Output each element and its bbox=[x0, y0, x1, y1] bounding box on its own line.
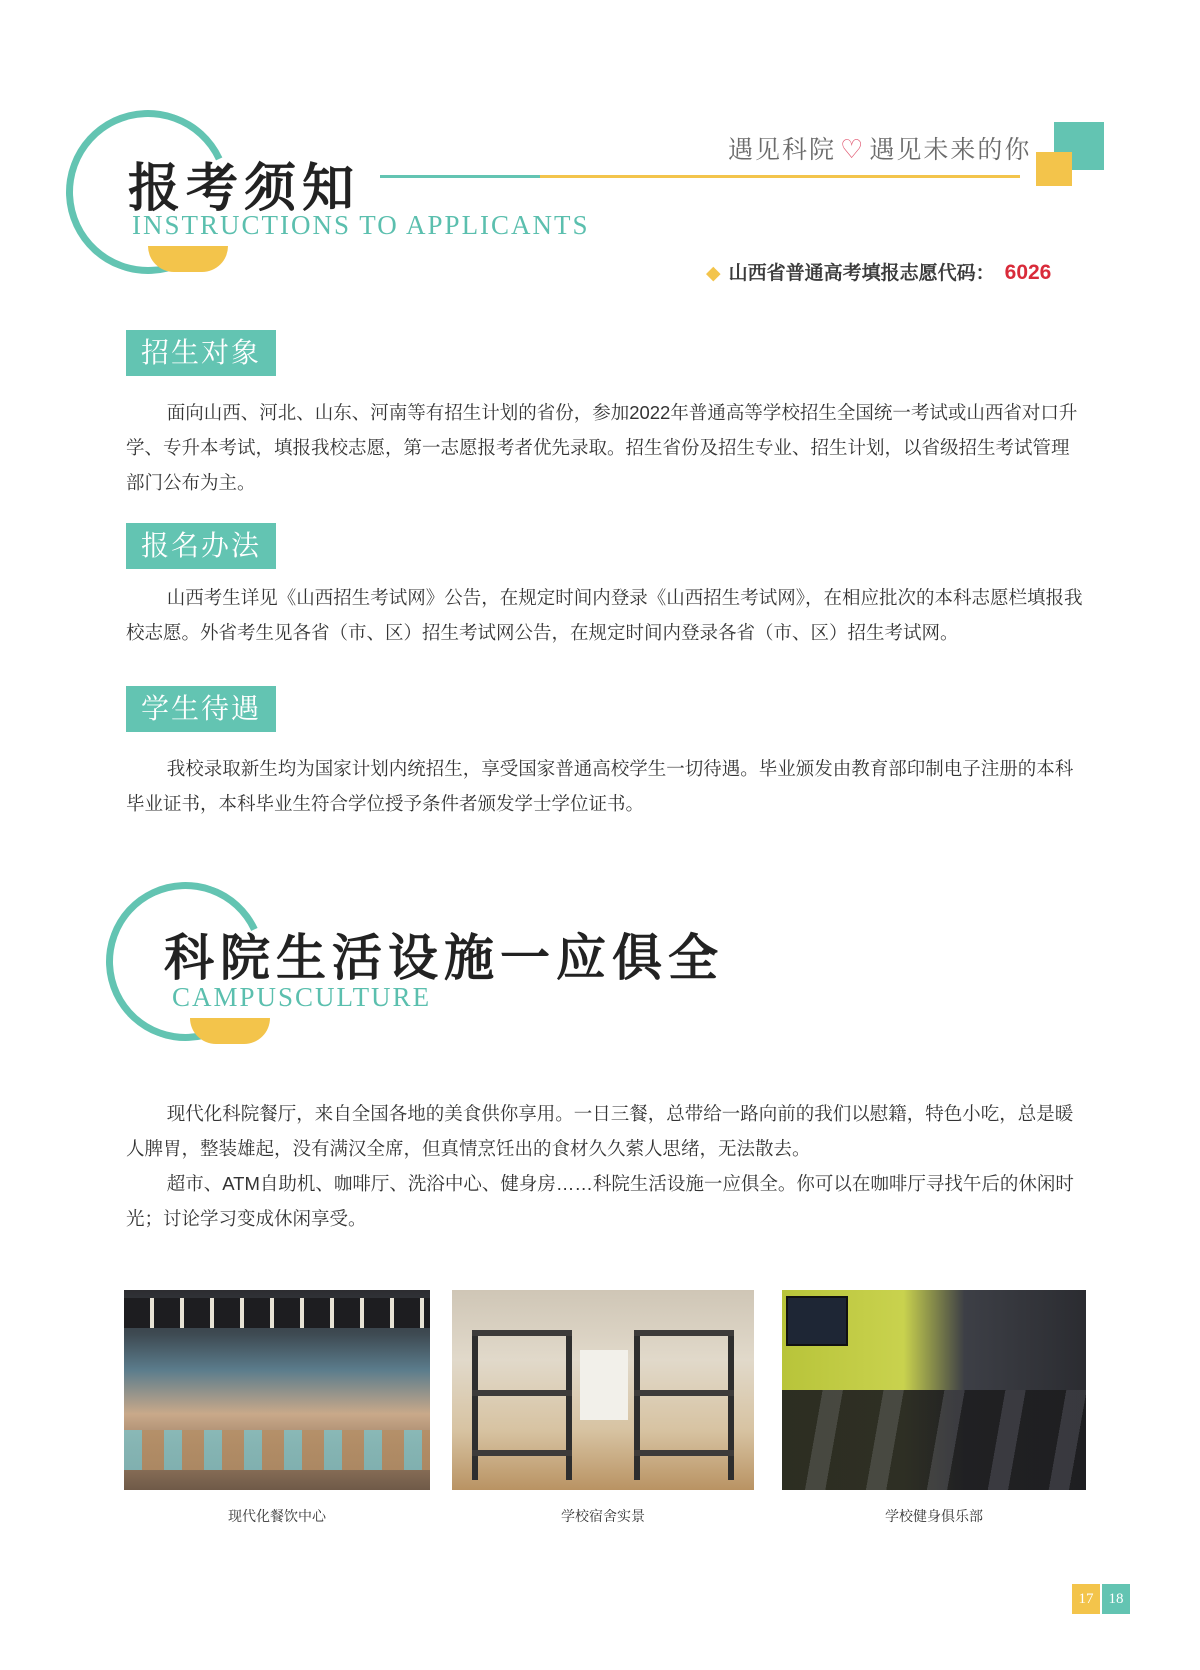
header-rule bbox=[380, 175, 1020, 178]
code-label: 山西省普通高考填报志愿代码： bbox=[728, 263, 995, 284]
corner-square-yellow bbox=[1036, 152, 1072, 186]
chairs bbox=[124, 1430, 430, 1470]
tv-screen bbox=[786, 1296, 848, 1346]
photo-dining-hall bbox=[124, 1290, 430, 1490]
caption-gym: 学校健身俱乐部 bbox=[885, 1508, 983, 1524]
tagline-right: 遇见未来的你 bbox=[869, 136, 1032, 164]
diamond-icon: ◆ bbox=[706, 263, 721, 284]
decorative-arc bbox=[148, 246, 228, 272]
tagline-left: 遇见科院 bbox=[728, 136, 837, 164]
campus-text-dining: 现代化科院餐厅，来自全国各地的美食供你享用。一日三餐，总带给一路向前的我们以慰籍，特色小吃，总是暖人脾胃，整装雄起，没有满汉全席，但真情烹饪出的食材久久萦人思绪，无法散去。 bbox=[126, 1103, 1074, 1159]
page-subtitle-en: INSTRUCTIONS TO APPLICANTS bbox=[132, 210, 590, 240]
ceiling-lights bbox=[124, 1298, 430, 1328]
page-title: 报考须知 bbox=[128, 158, 361, 219]
photo-gym bbox=[782, 1290, 1086, 1490]
page-number-right: 18 bbox=[1102, 1584, 1130, 1614]
bunk-beds-right bbox=[634, 1330, 734, 1480]
section-tag-target: 招生对象 bbox=[126, 330, 276, 376]
campus-subtitle-en: CAMPUSCULTURE bbox=[172, 982, 432, 1012]
admission-code-line bbox=[706, 258, 1051, 285]
section-tag-benefits: 学生待遇 bbox=[126, 686, 276, 732]
caption-dining: 现代化餐饮中心 bbox=[228, 1508, 326, 1524]
treadmills bbox=[782, 1390, 1086, 1490]
section-tag-registration: 报名办法 bbox=[126, 523, 276, 569]
code-value: 6026 bbox=[1004, 261, 1052, 284]
page-number-left: 17 bbox=[1072, 1584, 1100, 1614]
window bbox=[580, 1350, 628, 1420]
photo-dormitory bbox=[452, 1290, 754, 1490]
section-text-benefits: 我校录取新生均为国家计划内统招生，享受国家普通高校学生一切待遇。毕业颁发由教育部印制电子注册的本科毕业证书，本科毕业生符合学位授予条件者颁发学士学位证书。 bbox=[126, 758, 1074, 814]
tagline bbox=[728, 130, 1031, 166]
campus-title: 科院生活设施一应俱全 bbox=[164, 928, 724, 987]
heart-icon: ♡ bbox=[840, 134, 866, 164]
decorative-arc-2 bbox=[190, 1018, 270, 1044]
section-text-target: 面向山西、河北、山东、河南等有招生计划的省份，参加2022年普通高等学校招生全国统一考试或山西省对口升学、专升本考试，填报我校志愿，第一志愿报考者优先录取。招生省份及招生专业、招生计划，以省级招生考试管理部门公布为主。 bbox=[126, 402, 1078, 493]
caption-dormitory: 学校宿舍实景 bbox=[561, 1508, 645, 1524]
section-text-registration: 山西考生详见《山西招生考试网》公告，在规定时间内登录《山西招生考试网》，在相应批次的本科志愿栏填报我校志愿。外省考生见各省（市、区）招生考试网公告，在规定时间内登录各省（市、区）招生考试网。 bbox=[126, 587, 1083, 643]
campus-text-facilities: 超市、ATM自助机、咖啡厅、洗浴中心、健身房……科院生活设施一应俱全。你可以在咖啡厅寻找午后的休闲时光；讨论学习变成休闲享受。 bbox=[126, 1173, 1074, 1229]
bunk-beds-left bbox=[472, 1330, 572, 1480]
